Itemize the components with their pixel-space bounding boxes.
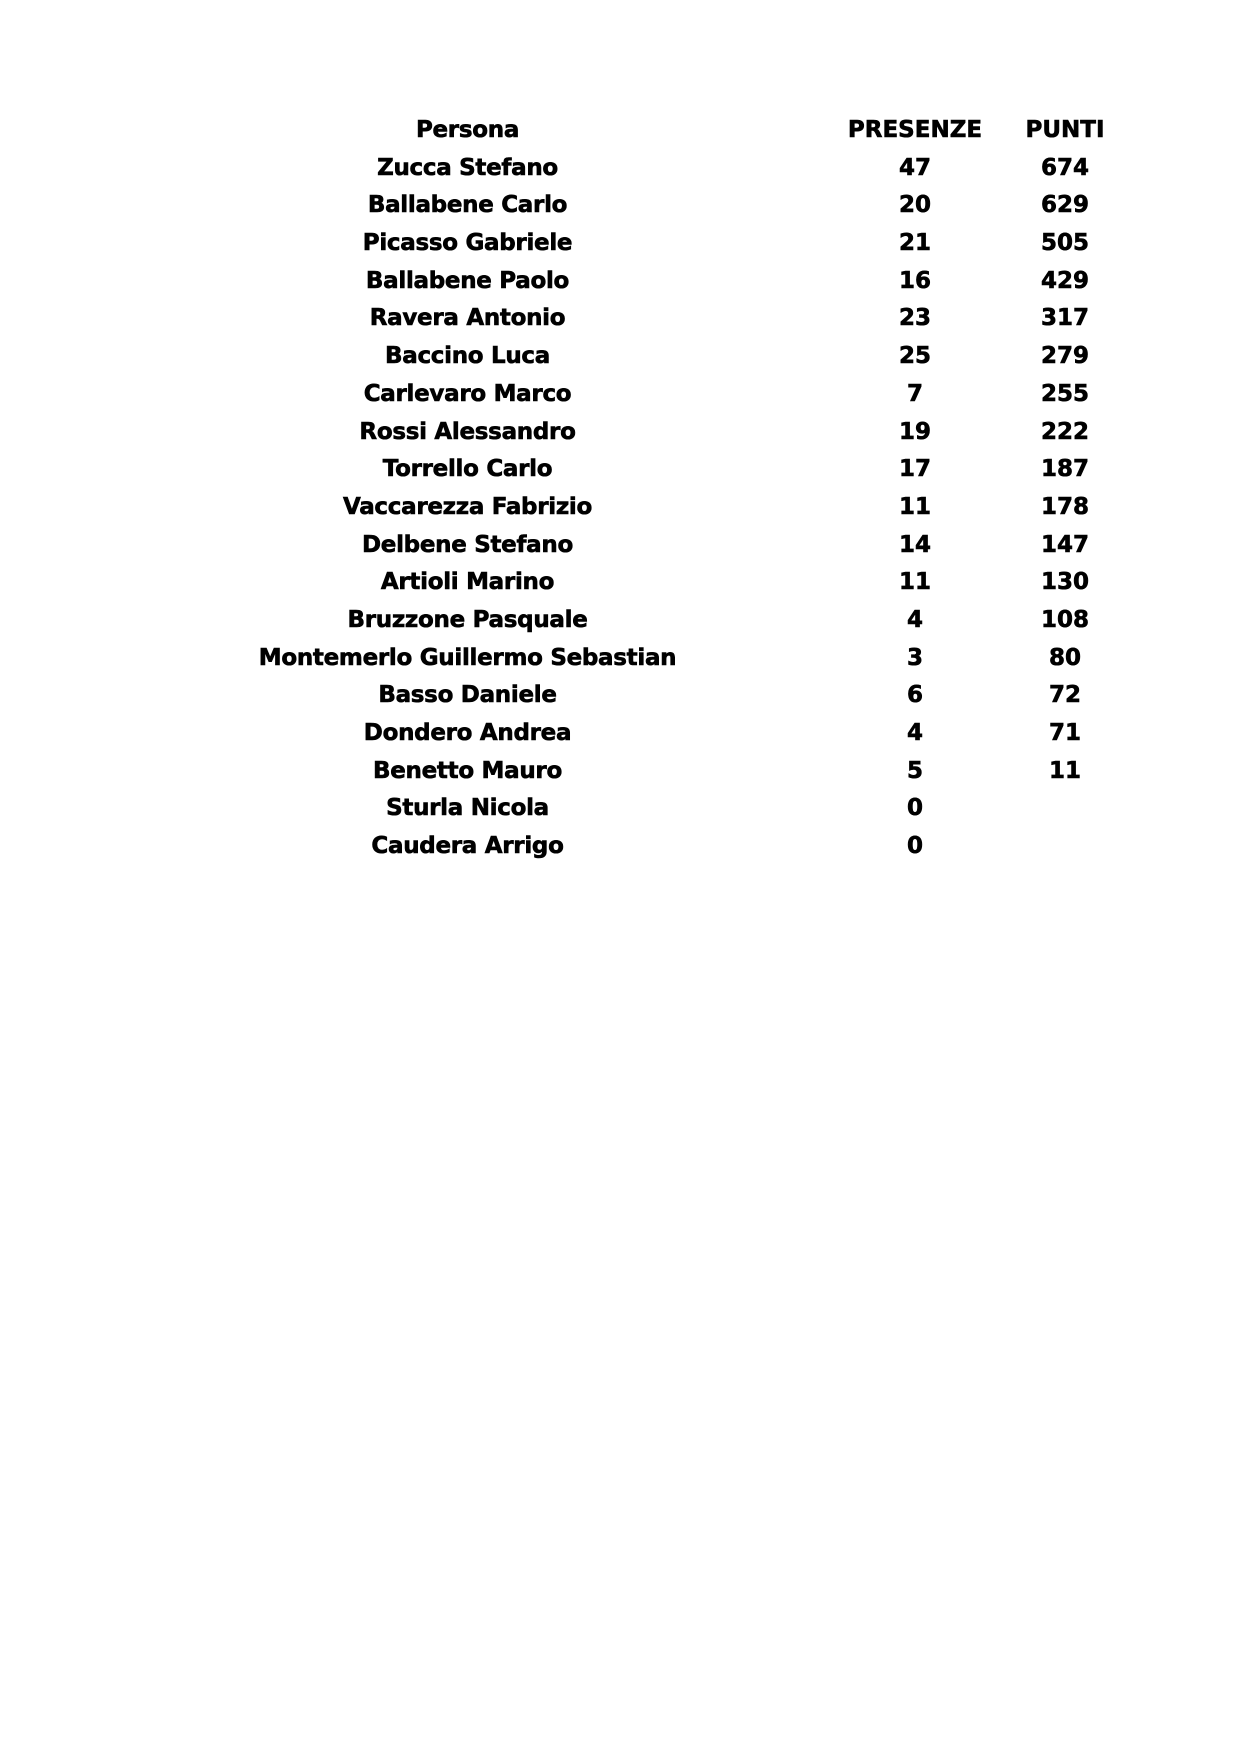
persona-cell: Zucca Stefano xyxy=(377,154,558,181)
punti-cell xyxy=(1005,790,1125,828)
presenze-cell: 3 xyxy=(906,644,923,671)
table-row xyxy=(0,225,1240,263)
presenze-cell: 6 xyxy=(906,682,923,709)
punti-cell: 11 xyxy=(1048,757,1081,784)
persona-cell: Vaccarezza Fabrizio xyxy=(342,493,593,520)
table-row xyxy=(0,263,1240,301)
header-persona: Persona xyxy=(415,117,520,143)
persona-cell: Carlevaro Marco xyxy=(363,380,572,407)
punti-cell: 147 xyxy=(1040,531,1089,558)
standings-table xyxy=(0,112,1240,866)
table-row xyxy=(0,451,1240,489)
table-row xyxy=(0,715,1240,753)
presenze-cell: 11 xyxy=(898,493,931,520)
persona-cell: Torrello Carlo xyxy=(382,456,553,483)
punti-cell: 674 xyxy=(1040,154,1089,181)
persona-cell: Caudera Arrigo xyxy=(371,833,564,860)
punti-cell: 317 xyxy=(1040,305,1089,332)
punti-cell xyxy=(1005,828,1125,866)
persona-cell: Artioli Marino xyxy=(380,569,555,596)
presenze-cell: 0 xyxy=(906,833,923,860)
punti-cell: 108 xyxy=(1040,606,1089,633)
persona-cell: Montemerlo Guillermo Sebastian xyxy=(258,644,677,671)
presenze-cell: 23 xyxy=(898,305,931,332)
table-row xyxy=(0,753,1240,791)
punti-cell: 80 xyxy=(1048,644,1081,671)
presenze-cell: 7 xyxy=(906,380,923,407)
punti-cell: 130 xyxy=(1040,569,1089,596)
punti-cell: 222 xyxy=(1040,418,1089,445)
persona-cell: Picasso Gabriele xyxy=(362,230,573,257)
punti-cell: 71 xyxy=(1048,720,1081,746)
table-row xyxy=(0,564,1240,602)
persona-cell: Baccino Luca xyxy=(385,343,550,370)
table-row xyxy=(0,527,1240,565)
punti-cell: 72 xyxy=(1048,682,1081,709)
persona-cell: Ravera Antonio xyxy=(369,305,566,332)
table-row xyxy=(0,187,1240,225)
persona-cell: Delbene Stefano xyxy=(362,531,573,558)
persona-cell: Benetto Mauro xyxy=(373,757,562,784)
table-header-row xyxy=(0,112,1240,150)
presenze-cell: 19 xyxy=(898,418,931,445)
presenze-cell: 0 xyxy=(906,795,923,822)
persona-cell: Ballabene Paolo xyxy=(365,267,570,294)
persona-cell: Basso Daniele xyxy=(378,682,557,709)
presenze-cell: 47 xyxy=(898,154,931,181)
header-presenze: PRESENZE xyxy=(847,117,983,143)
table-row xyxy=(0,300,1240,338)
punti-cell: 178 xyxy=(1040,493,1089,520)
presenze-cell: 11 xyxy=(898,569,931,596)
table-row xyxy=(0,828,1240,866)
presenze-cell: 4 xyxy=(906,720,923,746)
punti-cell: 629 xyxy=(1040,192,1089,219)
presenze-cell: 20 xyxy=(898,192,931,219)
table-row xyxy=(0,338,1240,376)
punti-cell: 279 xyxy=(1040,343,1089,370)
table-row xyxy=(0,376,1240,414)
presenze-cell: 14 xyxy=(898,531,931,558)
presenze-cell: 16 xyxy=(898,267,931,294)
table-row xyxy=(0,677,1240,715)
header-punti: PUNTI xyxy=(1025,117,1105,143)
presenze-cell: 21 xyxy=(898,230,931,257)
table-body xyxy=(0,150,1240,866)
table-row xyxy=(0,640,1240,678)
persona-cell: Dondero Andrea xyxy=(363,720,572,746)
table-row xyxy=(0,602,1240,640)
table-row xyxy=(0,790,1240,828)
presenze-cell: 25 xyxy=(898,343,931,370)
persona-cell: Sturla Nicola xyxy=(386,795,549,822)
table-row xyxy=(0,150,1240,188)
persona-cell: Bruzzone Pasquale xyxy=(347,606,588,633)
presenze-cell: 4 xyxy=(906,606,923,633)
persona-cell: Ballabene Carlo xyxy=(367,192,568,219)
presenze-cell: 5 xyxy=(906,757,923,784)
presenze-cell: 17 xyxy=(898,456,931,483)
table-row xyxy=(0,414,1240,452)
punti-cell: 505 xyxy=(1040,230,1089,257)
punti-cell: 187 xyxy=(1040,456,1089,483)
punti-cell: 429 xyxy=(1040,267,1089,294)
punti-cell: 255 xyxy=(1040,380,1089,407)
persona-cell: Rossi Alessandro xyxy=(359,418,576,445)
table-row xyxy=(0,489,1240,527)
